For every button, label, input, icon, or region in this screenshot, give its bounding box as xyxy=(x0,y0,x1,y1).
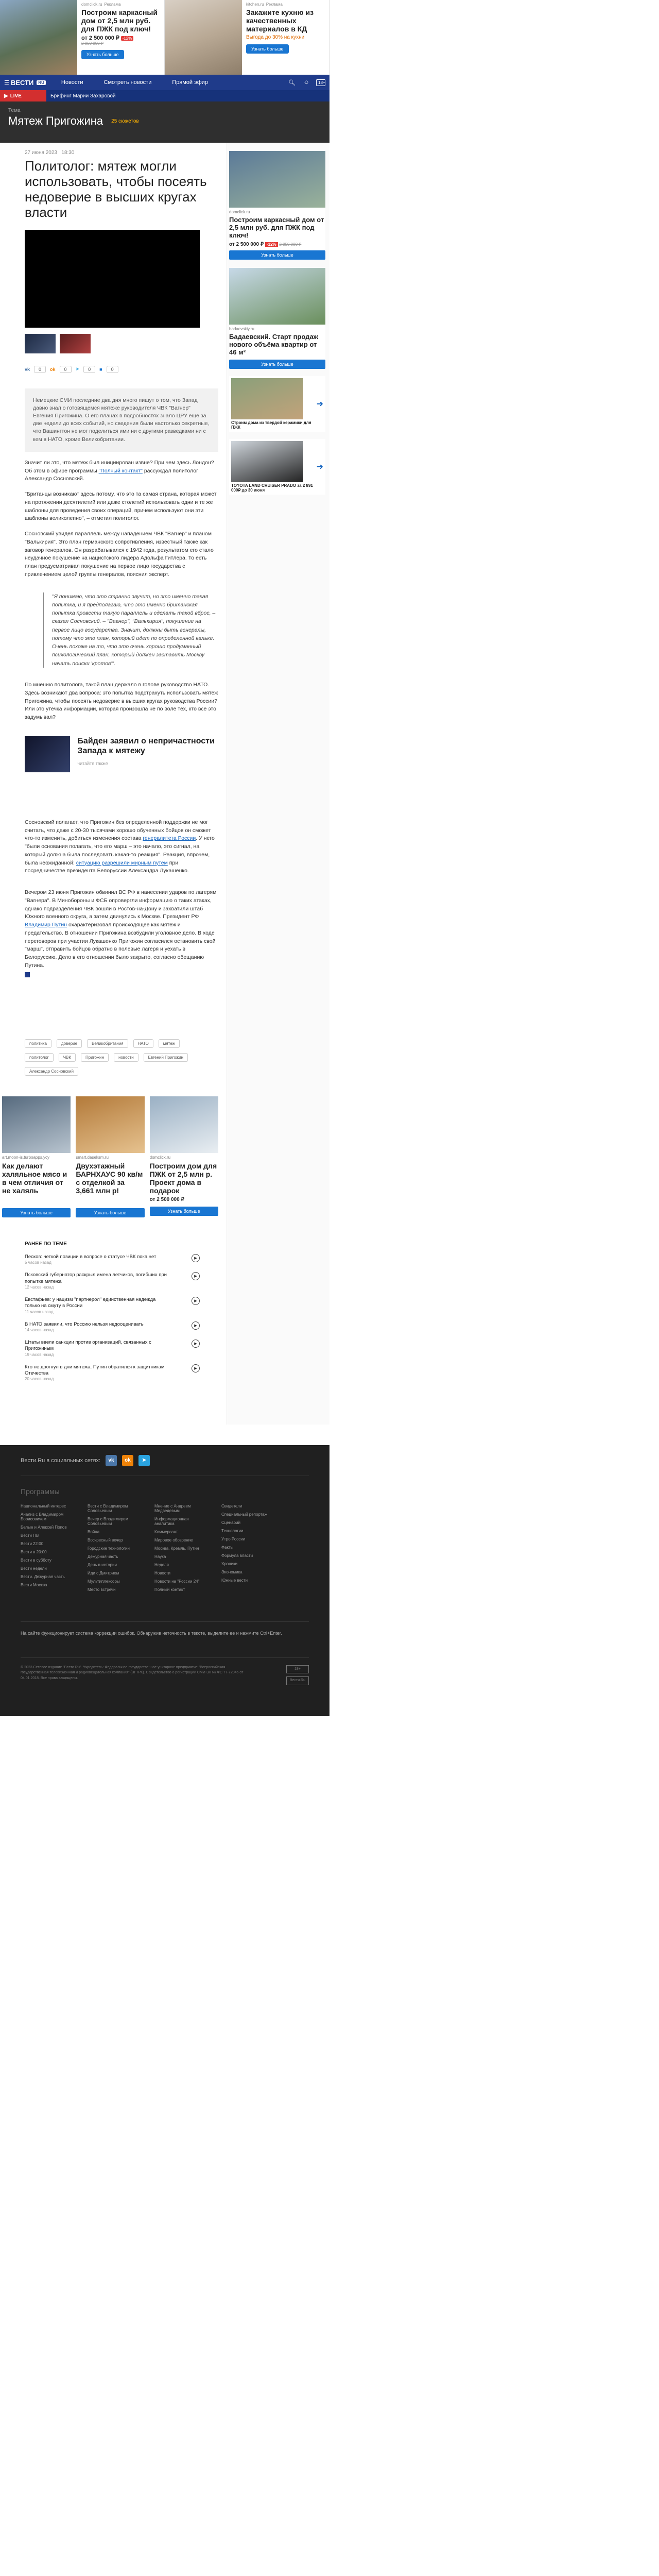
paragraph: Сосновский увидел параллель между нападением ЧВК "Вагнер" и планом "Валькирия". Это план германского сопротивления, известный также как заговор генералов. Он разрабатывался с 1942 года, результатом его стало неудачное покушение на нацистского лидера Адольфа Гитлера. То есть план предусматривал покушение на первое лицо государства с привлечением целой группы генералов, пояснил эксперт. xyxy=(25,531,214,578)
related-article[interactable] xyxy=(25,736,218,772)
paragraph: "Британцы возникают здесь потому, что это та самая страна, которая может на протяжении десятилетий или даже столетий использовать одни и те же шаблоны для проведения своих операций, причем используют они эти шаблоны великолепно", – отметил политолог. xyxy=(25,491,217,522)
share-count: 0 xyxy=(107,366,118,373)
program-link[interactable]: Вести. Дежурная часть xyxy=(21,1574,65,1580)
program-link[interactable]: Вести с Владимиром Соловьевым xyxy=(88,1504,128,1514)
tag[interactable]: новости xyxy=(114,1053,138,1062)
vk-icon[interactable]: vk xyxy=(106,1455,117,1466)
program-link[interactable]: Мировое обозрение xyxy=(154,1538,193,1543)
logo-text: ВЕСТИ xyxy=(10,78,34,87)
paragraph: Значит ли это, что мятеж был инициирован извне? При чем здесь Лондон? Об этом в эфире программы "Полный контакт" рассуждал политолог Александр Сосновский. xyxy=(25,459,214,482)
program-link[interactable]: Новости xyxy=(154,1571,170,1576)
ad-image xyxy=(76,1096,144,1153)
program-link[interactable]: Вести 22:00 xyxy=(21,1541,44,1547)
program-link[interactable]: "Полный контакт" xyxy=(98,467,143,474)
program-link[interactable]: Москва. Кремль. Путин xyxy=(154,1546,199,1551)
ad-source: domclick.ru xyxy=(81,2,102,7)
footer xyxy=(0,1445,330,1716)
list-item[interactable] xyxy=(25,1297,200,1314)
program-link[interactable]: Технологии xyxy=(221,1529,244,1534)
ad-price: от 2 500 000 ₽ xyxy=(229,241,264,247)
program-link[interactable]: Информационная аналитика xyxy=(154,1517,189,1527)
program-link[interactable]: Вести в субботу xyxy=(21,1558,51,1563)
programs-column xyxy=(88,1504,139,1596)
play-icon[interactable]: ▶ xyxy=(192,1297,200,1305)
theme-label: Тема xyxy=(8,108,21,113)
nav-item-live[interactable]: Прямой эфир xyxy=(172,79,209,86)
program-link[interactable]: Городские технологии xyxy=(88,1546,130,1551)
program-link[interactable]: Факты xyxy=(221,1545,234,1550)
ad-image xyxy=(0,0,77,75)
live-bar[interactable] xyxy=(0,90,330,101)
tag[interactable]: Александр Сосновский xyxy=(25,1067,78,1076)
article-title: Политолог: мятеж могли использовать, чтобы посеять недоверие в высших кругах власти xyxy=(25,158,207,220)
ad-button[interactable]: Узнать больше xyxy=(229,250,325,260)
share-count: 0 xyxy=(34,366,46,373)
program-link[interactable]: Полный контакт xyxy=(154,1587,185,1592)
link-icon[interactable]: ■ xyxy=(99,366,102,372)
peace-link[interactable]: ситуацию разрешили мирным путем xyxy=(76,859,168,866)
search-icon[interactable]: 🔍︎ xyxy=(288,79,296,86)
ad-title[interactable]: Как делают халяльное мясо и в чем отличия от не халяль xyxy=(2,1161,67,1195)
ad-title[interactable]: Бадаевский. Старт продаж нового объёма квартир от 46 м² xyxy=(229,332,318,356)
ad-source: domclick.ru xyxy=(149,1155,171,1160)
item-time: 12 часов назад xyxy=(25,1284,54,1290)
legal xyxy=(21,1657,309,1685)
site-logo[interactable] xyxy=(11,79,46,87)
program-link[interactable]: Анализ с Владимиром Борисовичем xyxy=(21,1512,64,1522)
social-bar xyxy=(21,1445,309,1476)
program-link[interactable]: Воскресный вечер xyxy=(88,1538,123,1543)
ad-source: badaevskiy.ru xyxy=(229,326,254,331)
generals-link[interactable]: генералитета России xyxy=(143,835,196,842)
item-time: 11 часов назад xyxy=(25,1309,54,1314)
program-link[interactable]: Новости на "России 24" xyxy=(154,1579,200,1584)
program-link[interactable]: Место встречи xyxy=(88,1587,116,1592)
list-item[interactable] xyxy=(25,1254,200,1265)
program-link[interactable]: Вести ПВ xyxy=(21,1533,39,1538)
ad-image xyxy=(2,1096,71,1153)
program-link[interactable]: Формула власти xyxy=(221,1553,253,1558)
ad-title[interactable]: TOYOTA LAND CRUISER PRADO за 2 891 000₽ до 30 июня xyxy=(231,483,313,493)
ad-image xyxy=(229,268,325,325)
list-item[interactable] xyxy=(25,1321,200,1332)
program-link[interactable]: Война xyxy=(88,1530,100,1535)
program-link[interactable]: Неделя xyxy=(154,1563,169,1568)
program-link[interactable]: Наука xyxy=(154,1554,166,1560)
paragraph: По мнению политолога, такой план держало в голове руководство НАТО. Здесь возникают два вопроса: это попытка подстрахуть использовать мятеж Пригожина, чтобы посеять недоверие в высших кругах руководства России? Или это утечка информации, которая произошла не по воле тех, кто все это задумывал? xyxy=(25,682,218,721)
ad-image xyxy=(231,441,303,482)
theme-name[interactable]: Мятеж Пригожина xyxy=(8,114,103,127)
theme-header xyxy=(0,101,330,143)
sidebar-small-ad[interactable] xyxy=(229,376,325,432)
video-player[interactable] xyxy=(25,230,200,328)
ad-image xyxy=(165,0,242,75)
article xyxy=(0,143,227,1425)
related-image xyxy=(25,736,70,772)
telegram-icon[interactable]: ➤ xyxy=(75,366,80,372)
top-ads xyxy=(0,0,330,75)
program-link[interactable]: Дежурная часть xyxy=(88,1554,118,1560)
article-date: 27 июня 2023 xyxy=(25,150,57,156)
ad-button[interactable]: Узнать больше xyxy=(2,1208,71,1217)
item-title[interactable]: В НАТО заявили, что Россию нельзя недооценивать xyxy=(25,1321,144,1327)
related-title[interactable]: Байден заявил о непричастности Запада к мятежу xyxy=(77,736,215,755)
ad-source: domclick.ru xyxy=(229,210,250,214)
ad-image xyxy=(150,1096,218,1153)
program-link[interactable]: Экономика xyxy=(221,1570,242,1575)
ad-button[interactable]: Узнать больше xyxy=(76,1208,144,1217)
play-icon[interactable]: ▶ xyxy=(192,1364,200,1372)
video-thumb[interactable] xyxy=(60,334,91,353)
item-title[interactable]: Псковский губернатор раскрыл имена летчиков, погибших при попытке мятежа xyxy=(25,1272,167,1284)
tag[interactable]: политолог xyxy=(25,1053,54,1062)
live-program[interactable]: Брифинг Марии Захаровой xyxy=(50,93,116,99)
article-lead: Немецкие СМИ последние два дня много пишут о том, что Запад давно знал о готовящемся мятеже руководителя ЧВК "Вагнер" Евгения Пригожина. О его планах в подробностях знало ЦРУ еще за две недели до всех событий, но сведения были настолько секретные, что Вашингтон не мог поделиться ими ни с другими разведками ни с кем в НАТО, кроме Великобритании. xyxy=(25,388,218,452)
main-nav xyxy=(0,75,330,90)
share-count: 0 xyxy=(60,366,72,373)
programs-column xyxy=(221,1504,273,1596)
live-text: LIVE xyxy=(10,93,22,99)
bottom-ad[interactable] xyxy=(2,1096,71,1217)
tag[interactable]: НАТО xyxy=(133,1039,153,1048)
ad-image xyxy=(231,378,303,419)
program-link[interactable]: Вести недели xyxy=(21,1566,47,1571)
program-link[interactable]: Белые и Алексей Попов xyxy=(21,1525,67,1530)
program-link[interactable]: Вести Москва xyxy=(21,1583,47,1588)
programs-heading: Программы xyxy=(21,1487,60,1496)
tags xyxy=(25,1039,200,1076)
ad-title[interactable]: Двухэтажный БАРНХАУС 90 кв/м с отделкой за 3,661 млн р! xyxy=(76,1161,143,1195)
age-badges xyxy=(286,1665,309,1685)
ad-button[interactable]: Узнать больше xyxy=(150,1207,218,1216)
live-label xyxy=(0,90,46,101)
program-link[interactable]: День в истории xyxy=(88,1563,117,1568)
nav-item-watch[interactable]: Смотреть новости xyxy=(103,79,152,86)
telegram-icon[interactable]: ➤ xyxy=(138,1455,150,1466)
play-icon[interactable]: ▶ xyxy=(192,1272,200,1280)
paragraph: Сосновский полагает, что Пригожин без определенной поддержки не мог считать, что даже с 20-30 тысячами хорошо обученных бойцов он сможет что-то изменить, добиться изменения состава генералитета России. У него "были основания полагать, что его марш – это начало, это сигнал, на который должна была последовать какая-то реакция". Реакция, впрочем, была неожиданной: ситуацию разрешили мирным путем при посредничестве президента Белоруссии Александра Лукашенко. xyxy=(25,819,215,874)
ok-icon[interactable]: ok xyxy=(50,366,56,372)
article-time: 18:30 xyxy=(61,150,75,156)
tag[interactable]: политика xyxy=(25,1039,51,1048)
item-title[interactable]: Кто не дрогнул в дни мятежа. Путин обратился к защитникам Отечества xyxy=(25,1364,165,1376)
program-link[interactable]: Сценарий xyxy=(221,1520,240,1526)
article-meta xyxy=(25,150,218,156)
programs-column xyxy=(21,1504,72,1596)
ad-tag: Реклама xyxy=(104,2,121,7)
ad-title[interactable]: Построим дом для ПЖК от 2,5 млн р. Проект дома в подарок xyxy=(149,1161,217,1195)
programs-list xyxy=(21,1504,309,1596)
error-note: На сайте функционирует система коррекции ошибок. Обнаружив неточность в тексте, выделите ее и нажмите Ctrl+Enter. xyxy=(21,1621,309,1637)
logo-badge: RU xyxy=(37,80,46,85)
tag[interactable]: доверие xyxy=(57,1039,82,1048)
item-title[interactable]: Евстафьев: у нацизм "партнерол" единственная надежда только на смуту в России xyxy=(25,1296,156,1309)
list-item[interactable] xyxy=(25,1340,200,1357)
arrow-right-icon[interactable]: ➜ xyxy=(316,399,323,409)
age-badge: 18+ xyxy=(316,79,325,86)
tag[interactable]: Пригожин xyxy=(81,1053,109,1062)
tag[interactable]: мятеж xyxy=(159,1039,180,1048)
program-link[interactable]: Мнение с Андреем Медведевым xyxy=(154,1504,191,1514)
bottom-ads xyxy=(2,1096,218,1217)
play-icon[interactable]: ▶ xyxy=(192,1340,200,1348)
program-link[interactable]: Национальный интерес xyxy=(21,1504,66,1509)
blockquote: "Я понимаю, что это странно звучит, но это именно такая попытка, и я предполагаю, что это именно британская попытка провести такую параллель и сделать такой вброс, – сказал Сосновский. – "Вагнер", "Валькирия", покушение на первое лицо государства. Значит, должны быть генералы, потому что это план, который идет по определенной кальке. Очень похоже на то, что это очень хорошо продуманный психологический план, который должен заставить Москву начать поиски 'кротов'". xyxy=(43,592,218,668)
social-label: Вести.Ru в социальных сетях: xyxy=(21,1457,101,1464)
ok-icon[interactable]: ok xyxy=(122,1455,133,1466)
program-link[interactable]: Свидетели xyxy=(221,1504,242,1509)
user-icon[interactable]: ☺ xyxy=(303,79,309,86)
top-ad-2[interactable] xyxy=(165,0,330,75)
ad-subtitle: Выгода до 30% на кухни xyxy=(246,35,305,41)
bottom-ad[interactable] xyxy=(76,1096,144,1217)
ad-tag: Реклама xyxy=(266,2,283,7)
ad-source: kitchen.ru xyxy=(246,2,264,7)
share-count: 0 xyxy=(83,366,95,373)
play-icon[interactable]: ▶ xyxy=(192,1321,200,1330)
share-bar xyxy=(25,366,218,373)
ad-button[interactable]: Узнать больше xyxy=(81,50,124,59)
video-thumb[interactable] xyxy=(25,334,56,353)
item-title[interactable]: Песков: четкой позиции в вопросе о статусе ЧВК пока нет xyxy=(25,1253,157,1260)
arrow-right-icon[interactable]: ➜ xyxy=(316,462,323,471)
program-link[interactable]: Вести в 20:00 xyxy=(21,1550,47,1555)
error-icon[interactable] xyxy=(25,972,30,977)
sidebar-ad[interactable] xyxy=(229,151,325,260)
item-time: 20 часов назад xyxy=(25,1377,54,1382)
paragraph: Вечером 23 июня Пригожин обвинил ВС РФ в нанесении ударов по лагерям "Вагнера". В Минобороны и ФСБ опровергли информацию о таких атаках, однако подразделения ЧВК вошли в Ростов-на-Дону и захватили штаб Южного военного округа, а затем двинулись к Москве. Президент РФ Владимир Путин охарактеризовал происходящее как мятеж и предательство. В отношении Пригожина возбудили уголовное дело. В ходе переговоров при участии Лукашенко Пригожин согласился остановить свой "марш", отправить бойцов обратно в полевые лагеря и уехать в Белоруссию. Дело в его отношении было закрыто, согласно обещанию Путина. xyxy=(25,889,217,969)
program-link[interactable]: Коммерсант xyxy=(154,1530,178,1535)
play-icon: ▶ xyxy=(4,93,8,99)
item-title[interactable]: Штаты ввели санкции против организаций, связанных с Пригожиным xyxy=(25,1339,151,1352)
program-link[interactable]: Хроники xyxy=(221,1562,238,1567)
ad-button[interactable]: Узнать больше xyxy=(229,360,325,369)
ad-title[interactable]: Построим каркасный дом от 2,5 млн руб. для ПЖК под ключ! xyxy=(229,216,324,239)
ad-price: от 2 500 000 ₽ xyxy=(81,35,119,42)
program-link[interactable]: Мультиплексоры xyxy=(88,1579,120,1584)
ad-old-price: 2 850 000 ₽ xyxy=(81,41,103,46)
site xyxy=(0,0,330,1716)
ad-button[interactable]: Узнать больше xyxy=(246,44,289,54)
list-item[interactable] xyxy=(25,1364,200,1382)
play-icon[interactable]: ▶ xyxy=(192,1254,200,1262)
program-link[interactable]: Иди с Дмитрием xyxy=(88,1571,119,1576)
item-time: 14 часов назад xyxy=(25,1327,54,1332)
putin-link[interactable]: Владимир Путин xyxy=(25,922,67,928)
ad-discount: -12% xyxy=(265,242,278,247)
sidebar-small-ad[interactable] xyxy=(229,439,325,495)
ad-title[interactable]: Строим дома из твердой керамики для ПЖК xyxy=(231,420,311,430)
top-ad-1[interactable] xyxy=(0,0,165,75)
video-thumbs xyxy=(25,334,218,354)
age-badge: 18+ xyxy=(286,1665,309,1674)
menu-icon[interactable]: ☰ xyxy=(4,79,9,86)
program-link[interactable]: Утро России xyxy=(221,1537,246,1542)
related-meta: читайте также xyxy=(77,761,108,767)
programs-column xyxy=(154,1504,206,1596)
nav-item-news[interactable]: Новости xyxy=(61,79,83,86)
ad-title[interactable]: Закажите кухню из качественных материалов в КД xyxy=(246,8,314,33)
tag[interactable]: Великобритания xyxy=(87,1039,128,1048)
item-time: 5 часов назад xyxy=(25,1260,51,1265)
ad-price: от 2 500 000 ₽ xyxy=(149,1196,184,1202)
tag[interactable]: Евгений Пригожин xyxy=(144,1053,188,1062)
ad-source: art.moon-is.turboapps.ycy xyxy=(2,1155,50,1160)
earlier-on-topic xyxy=(25,1241,200,1381)
bottom-ad[interactable] xyxy=(150,1096,218,1217)
earlier-heading: РАНЕЕ ПО ТЕМЕ xyxy=(25,1241,67,1247)
list-item[interactable] xyxy=(25,1272,200,1290)
sidebar xyxy=(227,143,330,1425)
item-time: 19 часов назад xyxy=(25,1352,54,1357)
ad-source: smart.daseksm.ru xyxy=(76,1155,109,1160)
empty-area xyxy=(330,0,659,2576)
ad-image xyxy=(229,151,325,208)
program-link[interactable]: Южные вести xyxy=(221,1578,248,1583)
ad-discount: -12% xyxy=(121,36,134,41)
ad-old-price: 2 850 000 ₽ xyxy=(279,242,302,247)
theme-count[interactable]: 25 сюжетов xyxy=(111,118,139,124)
sidebar-ad[interactable] xyxy=(229,268,325,369)
footer-logo: Вести.Ru xyxy=(286,1676,309,1685)
program-link[interactable]: Специальный репортаж xyxy=(221,1512,268,1517)
tag[interactable]: ЧВК xyxy=(59,1053,76,1062)
program-link[interactable]: Вечер с Владимиром Соловьевым xyxy=(88,1517,128,1527)
vk-icon[interactable]: vk xyxy=(25,366,30,372)
legal-text: © 2023 Сетевое издание "Вести.Ru". Учредитель: Федеральное государственное унитарное предприятие "Всероссийская государственная телевизионная и радиовещательная компания" (ВГТРК). Свидетельство о регистрации СМИ ЭЛ № ФС 77-72046 от 04.01.2018. Все права защищены. xyxy=(21,1665,244,1680)
ad-title[interactable]: Построим каркасный дом от 2,5 млн руб. для ПЖК под ключ! xyxy=(81,8,158,33)
